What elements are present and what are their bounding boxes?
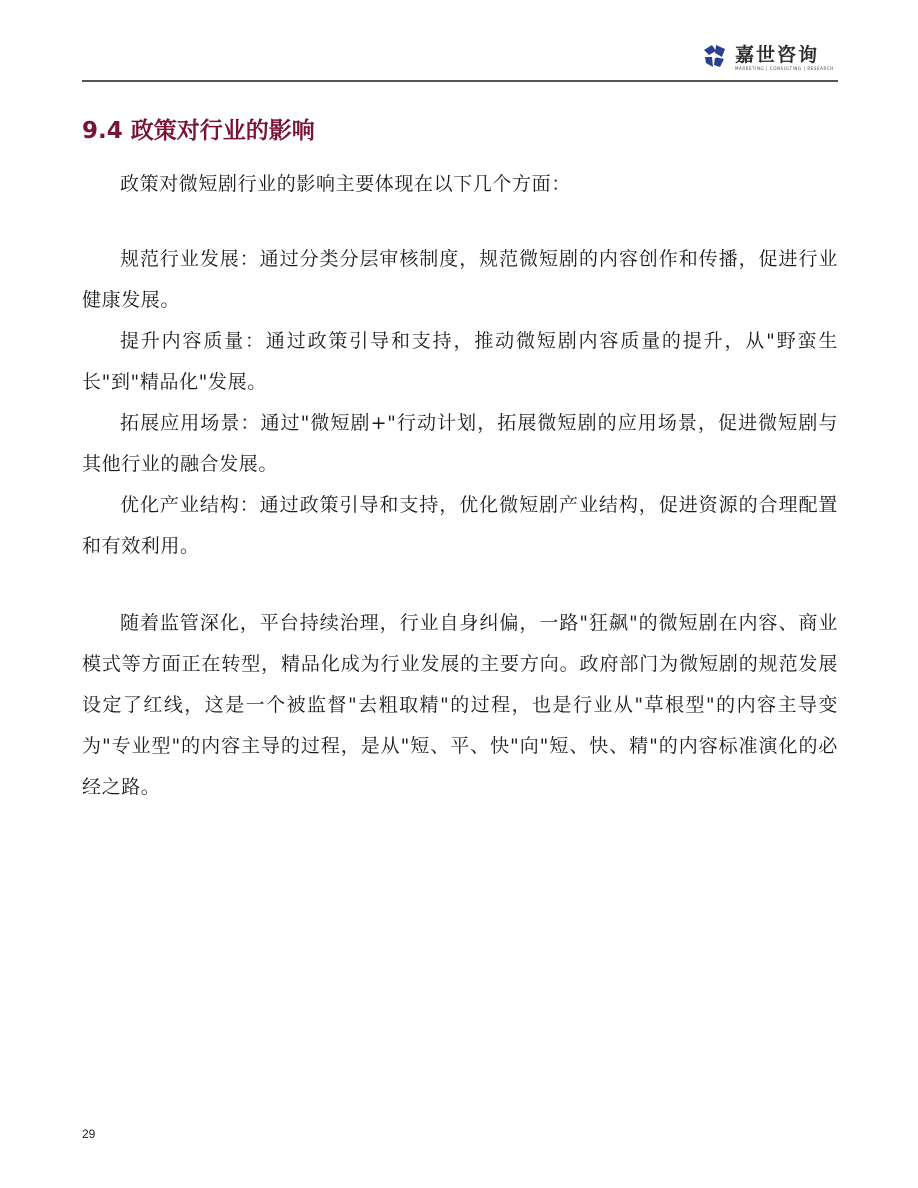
paragraph-conclusion: 随着监管深化，平台持续治理，行业自身纠偏，一路"狂飙"的微短剧在内容、商业模式等方面正在转型，精品化成为行业发展的主要方向。政府部门为微短剧的规范发展设定了红线，这是一个被监督"去粗取精"的过程，也是行业从"草根型"的内容主导变为"专业型"的内容主导的过程，是从"短、平、快"向"短、快、精"的内容标准演化的必经之路。	[82, 612, 838, 798]
intro-paragraph: 政策对微短剧行业的影响主要体现在以下几个方面：	[120, 173, 571, 195]
paragraph-standardize: 规范行业发展：通过分类分层审核制度，规范微短剧的内容创作和传播，促进行业健康发展。	[82, 248, 838, 311]
paragraph-structure: 优化产业结构：通过政策引导和支持，优化微短剧产业结构，促进资源的合理配置和有效利用。	[82, 494, 838, 557]
brand-tagline: MARKETING | CONSULTING | RESEARCH	[735, 66, 834, 71]
page-header	[82, 36, 838, 82]
brand-name: 嘉世咨询	[735, 44, 820, 66]
paragraph-scenarios: 拓展应用场景：通过"微短剧+"行动计划，拓展微短剧的应用场景，促进微短剧与其他行业的融合发展。	[82, 412, 838, 475]
section-title: 9.4 政策对行业的影响	[82, 118, 315, 144]
paragraph-quality: 提升内容质量：通过政策引导和支持，推动微短剧内容质量的提升，从"野蛮生长"到"精品化"发展。	[82, 330, 838, 393]
page-number: 29	[82, 1127, 96, 1141]
header-divider	[82, 80, 838, 82]
jiashi-logo-icon	[701, 42, 729, 70]
brand-block	[701, 40, 836, 80]
